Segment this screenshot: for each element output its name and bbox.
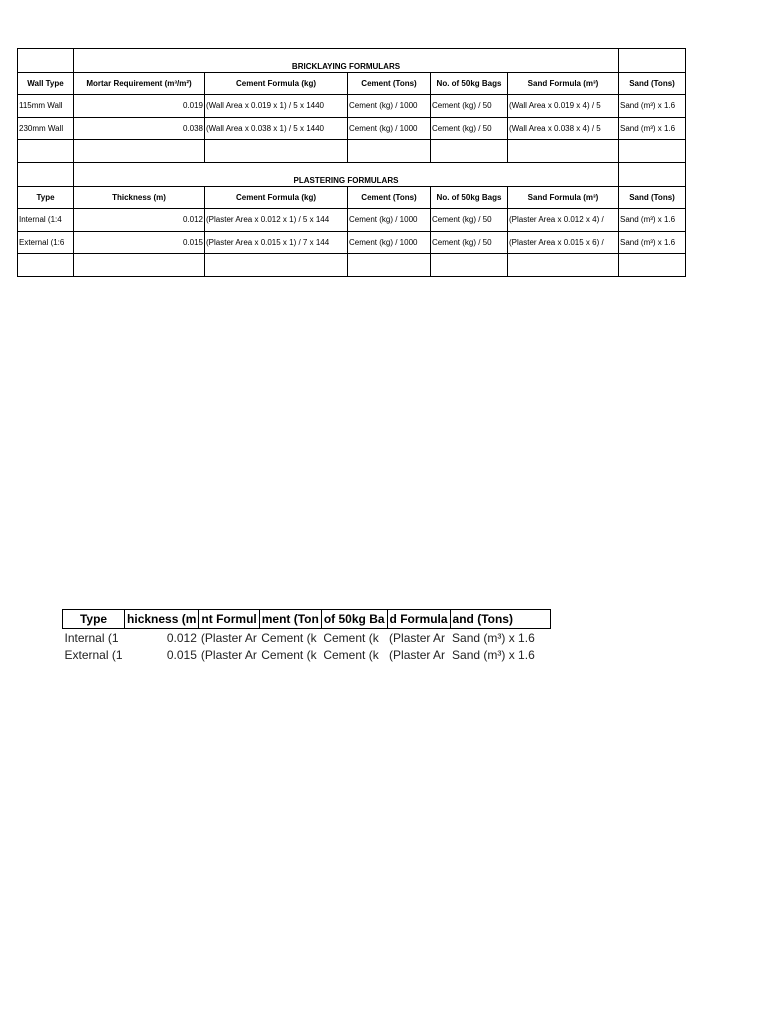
formula-sheet xyxy=(17,48,686,277)
empty-row xyxy=(18,140,686,163)
sheet-cell[interactable] xyxy=(508,254,619,277)
snippet-cell[interactable]: (Plaster Ar xyxy=(200,630,257,645)
snippet-cell[interactable]: (Plaster Ar xyxy=(200,647,257,662)
bricklaying-title-row xyxy=(18,49,686,73)
sheet-cell[interactable] xyxy=(619,49,686,73)
sheet-cell[interactable] xyxy=(508,140,619,163)
sheet-cell[interactable]: Cement (kg) / 50 xyxy=(431,117,508,140)
sheet-cell[interactable]: Sand (m³) x 1.6 xyxy=(619,231,686,254)
sheet-cell[interactable] xyxy=(74,140,205,163)
sheet-cell[interactable]: 115mm Wall xyxy=(18,95,74,118)
sheet-cell[interactable]: (Wall Area x 0.038 x 4) / 5 xyxy=(508,117,619,140)
sheet-cell[interactable]: (Wall Area x 0.019 x 1) / 5 x 1440 xyxy=(205,95,348,118)
snippet-header-cell[interactable]: nt Formul xyxy=(199,610,259,629)
sheet-cell[interactable]: (Plaster Area x 0.012 x 1) / 5 x 144 xyxy=(205,209,348,232)
sheet-cell[interactable]: (Plaster Area x 0.015 x 6) / xyxy=(508,231,619,254)
sheet-cell[interactable]: Cement (kg) / 1000 xyxy=(348,95,431,118)
snippet-cell[interactable]: 0.012 xyxy=(166,630,197,645)
table-row xyxy=(18,209,686,232)
snippet-header-cell[interactable]: and (Tons) xyxy=(450,610,550,629)
snippet-header-cell[interactable]: Type xyxy=(63,610,125,629)
table-row xyxy=(18,231,686,254)
sheet-cell[interactable] xyxy=(18,140,74,163)
plastering-title[interactable]: PLASTERING FORMULARS xyxy=(74,162,619,186)
sheet-cell[interactable]: Sand (m³) x 1.6 xyxy=(619,209,686,232)
sheet-cell[interactable]: (Plaster Area x 0.012 x 4) / xyxy=(508,209,619,232)
snippet-cell[interactable]: Sand (m³) x 1.6 xyxy=(452,630,535,645)
sheet-cell[interactable]: Cement (kg) / 50 xyxy=(431,209,508,232)
header-cell-sand-formula[interactable]: Sand Formula (m³) xyxy=(508,72,619,95)
sheet-cell[interactable] xyxy=(205,254,348,277)
sheet-cell[interactable]: External (1:6 xyxy=(18,231,74,254)
sheet-cell[interactable]: Cement (kg) / 1000 xyxy=(348,231,431,254)
snippet-cell[interactable]: Sand (m³) x 1.6 xyxy=(452,647,535,662)
plastering-header-row xyxy=(18,186,686,209)
header-cell-type[interactable]: Type xyxy=(18,186,74,209)
header-cell-cement-formula[interactable]: Cement Formula (kg) xyxy=(205,72,348,95)
sheet-cell[interactable]: 230mm Wall xyxy=(18,117,74,140)
snippet-cell[interactable]: (Plaster Ar xyxy=(389,630,446,645)
empty-row xyxy=(18,254,686,277)
sheet-cell[interactable]: Cement (kg) / 1000 xyxy=(348,117,431,140)
snippet-cell[interactable]: Cement (k xyxy=(323,630,379,645)
header-cell-sand-tons[interactable]: Sand (Tons) xyxy=(619,186,686,209)
snippet-cell[interactable]: Cement (k xyxy=(261,647,317,662)
sheet-cell[interactable]: (Plaster Area x 0.015 x 1) / 7 x 144 xyxy=(205,231,348,254)
sheet-cell[interactable] xyxy=(619,254,686,277)
snippet-cell[interactable]: External (1 xyxy=(64,647,123,662)
header-cell-sand-tons[interactable]: Sand (Tons) xyxy=(619,72,686,95)
snippet-header-cell[interactable]: d Formula xyxy=(387,610,450,629)
sheet-cell[interactable] xyxy=(348,140,431,163)
sheet-cell[interactable] xyxy=(348,254,431,277)
snippet-row xyxy=(63,629,551,647)
sheet-cell[interactable] xyxy=(619,162,686,186)
header-cell-bags[interactable]: No. of 50kg Bags xyxy=(431,186,508,209)
snippet-row xyxy=(63,646,551,663)
snippet-cell[interactable]: 0.015 xyxy=(166,647,197,662)
header-cell-bags[interactable]: No. of 50kg Bags xyxy=(431,72,508,95)
sheet-cell[interactable] xyxy=(619,140,686,163)
sheet-cell[interactable]: Cement (kg) / 50 xyxy=(431,231,508,254)
sheet-cell[interactable] xyxy=(18,254,74,277)
bricklaying-header-row xyxy=(18,72,686,95)
table-row xyxy=(18,117,686,140)
sheet-cell[interactable]: Cement (kg) / 50 xyxy=(431,95,508,118)
snippet-header-cell[interactable]: hickness (m xyxy=(125,610,199,629)
sheet-cell[interactable] xyxy=(18,162,74,186)
sheet-cell[interactable] xyxy=(18,49,74,73)
sheet-cell[interactable]: Sand (m³) x 1.6 xyxy=(619,117,686,140)
header-cell-thickness[interactable]: Thickness (m) xyxy=(74,186,205,209)
bricklaying-title[interactable]: BRICKLAYING FORMULARS xyxy=(74,49,619,73)
snippet-header-row xyxy=(63,610,551,629)
header-cell-cement-formula[interactable]: Cement Formula (kg) xyxy=(205,186,348,209)
snippet-header-cell[interactable]: of 50kg Ba xyxy=(321,610,387,629)
table-row xyxy=(18,95,686,118)
sheet-cell[interactable]: (Wall Area x 0.019 x 4) / 5 xyxy=(508,95,619,118)
sheet-cell[interactable]: 0.012 xyxy=(74,209,205,232)
sheet-cell[interactable] xyxy=(431,140,508,163)
snippet-cell[interactable]: (Plaster Ar xyxy=(389,647,446,662)
plastering-snippet xyxy=(62,609,551,663)
snippet-header-cell[interactable]: ment (Ton xyxy=(259,610,321,629)
sheet-cell[interactable]: Cement (kg) / 1000 xyxy=(348,209,431,232)
header-cell-wall-type[interactable]: Wall Type xyxy=(18,72,74,95)
plastering-title-row xyxy=(18,162,686,186)
sheet-cell[interactable]: 0.038 xyxy=(74,117,205,140)
snippet-cell[interactable]: Internal (1 xyxy=(64,630,119,645)
header-cell-sand-formula[interactable]: Sand Formula (m³) xyxy=(508,186,619,209)
header-cell-cement-tons[interactable]: Cement (Tons) xyxy=(348,186,431,209)
sheet-cell[interactable]: 0.019 xyxy=(74,95,205,118)
sheet-cell[interactable]: Internal (1:4 xyxy=(18,209,74,232)
sheet-cell[interactable]: Sand (m³) x 1.6 xyxy=(619,95,686,118)
sheet-cell[interactable] xyxy=(205,140,348,163)
sheet-cell[interactable]: 0.015 xyxy=(74,231,205,254)
sheet-cell[interactable] xyxy=(431,254,508,277)
sheet-cell[interactable] xyxy=(74,254,205,277)
snippet-cell[interactable]: Cement (k xyxy=(323,647,379,662)
sheet-cell[interactable]: (Wall Area x 0.038 x 1) / 5 x 1440 xyxy=(205,117,348,140)
snippet-cell[interactable]: Cement (k xyxy=(261,630,317,645)
header-cell-mortar[interactable]: Mortar Requirement (m³/m²) xyxy=(74,72,205,95)
header-cell-cement-tons[interactable]: Cement (Tons) xyxy=(348,72,431,95)
